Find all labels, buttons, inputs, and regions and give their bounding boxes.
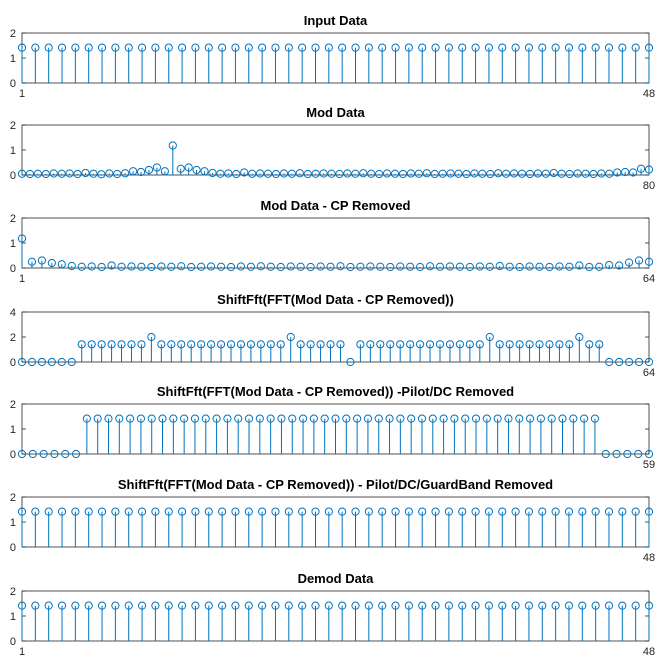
x-tick-label: 1	[18, 273, 26, 285]
axes-box	[22, 125, 649, 175]
axes-box	[22, 312, 649, 362]
x-tick-label: 48	[642, 646, 656, 658]
y-tick-label: 1	[9, 424, 16, 436]
x-tick-label: 64	[642, 273, 656, 285]
y-tick-label: 1	[9, 145, 16, 157]
y-tick-label: 2	[9, 28, 16, 40]
y-tick-label: 2	[9, 213, 16, 225]
x-tick-label: 48	[642, 88, 656, 100]
x-tick-label: 80	[642, 180, 656, 192]
subplot-7	[10, 571, 655, 658]
x-tick-label: 64	[642, 367, 656, 379]
y-tick-label: 0	[9, 542, 16, 554]
subplot-title: Mod Data	[306, 105, 365, 120]
subplot-3	[10, 198, 655, 285]
subplot-title: ShiftFft(FFT(Mod Data - CP Removed)) -Pilot/DC Removed	[156, 384, 515, 399]
subplot-title: Demod Data	[297, 571, 374, 586]
y-tick-label: 0	[9, 78, 16, 90]
y-tick-label: 0	[9, 357, 16, 369]
subplot-title: Input Data	[303, 13, 368, 28]
x-tick-label: 48	[642, 552, 656, 564]
subplot-6	[10, 477, 655, 564]
y-tick-label: 0	[9, 636, 16, 648]
y-tick-label: 1	[9, 53, 16, 65]
y-tick-label: 0	[9, 449, 16, 461]
y-tick-label: 0	[9, 263, 16, 275]
subplot-5	[10, 384, 655, 471]
axes-box	[22, 591, 649, 641]
y-tick-label: 2	[9, 332, 16, 344]
subplot-title: ShiftFft(FFT(Mod Data - CP Removed)) - Pilot/DC/GuardBand Removed	[117, 477, 554, 492]
y-tick-label: 1	[9, 517, 16, 529]
axes-box	[22, 497, 649, 547]
axes-box	[22, 218, 649, 268]
y-tick-label: 4	[9, 307, 16, 319]
axes-box	[22, 33, 649, 83]
y-tick-label: 2	[9, 399, 16, 411]
x-tick-label: 59	[642, 459, 656, 471]
y-tick-label: 2	[9, 492, 16, 504]
y-tick-label: 2	[9, 586, 16, 598]
subplot-2	[10, 105, 655, 192]
subplot-title: ShiftFft(FFT(Mod Data - CP Removed))	[217, 292, 454, 307]
x-tick-label: 1	[18, 88, 26, 100]
x-tick-label: 1	[18, 646, 26, 658]
subplot-1	[10, 13, 655, 100]
y-tick-label: 1	[9, 238, 16, 250]
y-tick-label: 0	[9, 170, 16, 182]
subplot-title: Mod Data - CP Removed	[260, 198, 411, 213]
subplot-4	[10, 292, 655, 379]
y-tick-label: 2	[9, 120, 16, 132]
y-tick-label: 1	[9, 611, 16, 623]
